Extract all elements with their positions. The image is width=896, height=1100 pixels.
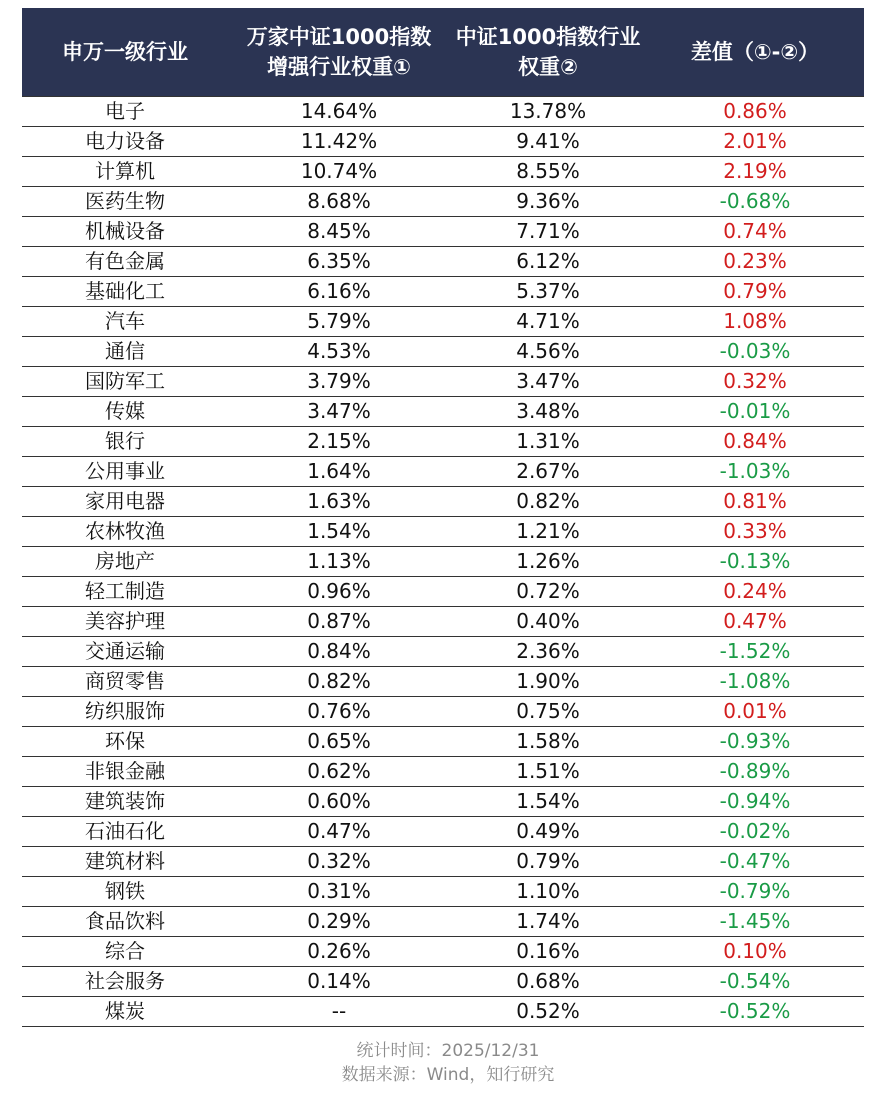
fund-weight-cell: 8.45% — [228, 217, 450, 247]
header-fund-weight — [228, 8, 450, 97]
fund-weight-cell: 0.31% — [228, 877, 450, 907]
industry-cell: 房地产 — [22, 547, 228, 577]
index-weight-cell: 0.40% — [450, 607, 646, 637]
header-industry — [22, 8, 228, 97]
index-weight-cell: 7.71% — [450, 217, 646, 247]
fund-weight-cell: 0.76% — [228, 697, 450, 727]
index-weight-cell: 3.47% — [450, 367, 646, 397]
table-row — [22, 217, 864, 247]
fund-weight-cell: 0.96% — [228, 577, 450, 607]
industry-cell: 钢铁 — [22, 877, 228, 907]
fund-weight-cell: 6.16% — [228, 277, 450, 307]
industry-cell: 纺织服饰 — [22, 697, 228, 727]
index-weight-cell: 1.54% — [450, 787, 646, 817]
table-row — [22, 487, 864, 517]
industry-cell: 医药生物 — [22, 187, 228, 217]
index-weight-cell: 8.55% — [450, 157, 646, 187]
difference-cell: 0.84% — [646, 427, 864, 457]
fund-weight-cell: 0.60% — [228, 787, 450, 817]
industry-cell: 商贸零售 — [22, 667, 228, 697]
industry-cell: 有色金属 — [22, 247, 228, 277]
fund-weight-cell: 0.47% — [228, 817, 450, 847]
fund-weight-cell: 1.13% — [228, 547, 450, 577]
index-weight-cell: 0.79% — [450, 847, 646, 877]
fund-weight-cell: 0.32% — [228, 847, 450, 877]
difference-cell: -0.89% — [646, 757, 864, 787]
industry-cell: 非银金融 — [22, 757, 228, 787]
difference-cell: 0.81% — [646, 487, 864, 517]
header-index-weight-line1: 中证1000指数行业 — [455, 25, 641, 49]
industry-cell: 计算机 — [22, 157, 228, 187]
table-header — [22, 8, 864, 97]
table-row — [22, 277, 864, 307]
industry-cell: 建筑装饰 — [22, 787, 228, 817]
industry-cell: 国防军工 — [22, 367, 228, 397]
difference-cell: 0.79% — [646, 277, 864, 307]
table-row — [22, 967, 864, 997]
fund-weight-cell: 2.15% — [228, 427, 450, 457]
difference-cell: -0.68% — [646, 187, 864, 217]
fund-weight-cell: 0.14% — [228, 967, 450, 997]
difference-cell: 1.08% — [646, 307, 864, 337]
difference-cell: 0.86% — [646, 97, 864, 127]
table-row — [22, 907, 864, 937]
difference-cell: -0.47% — [646, 847, 864, 877]
table-row — [22, 517, 864, 547]
difference-cell: -0.02% — [646, 817, 864, 847]
table-row — [22, 247, 864, 277]
footer-stat-time: 统计时间：2025/12/31 — [356, 1041, 540, 1061]
index-weight-cell: 2.36% — [450, 637, 646, 667]
industry-weights-table — [22, 8, 864, 1027]
table-body — [22, 97, 864, 1027]
table-row — [22, 127, 864, 157]
difference-cell: -0.52% — [646, 997, 864, 1027]
index-weight-cell: 1.51% — [450, 757, 646, 787]
header-fund-weight-line2: 增强行业权重① — [267, 55, 411, 79]
table-row — [22, 307, 864, 337]
difference-cell: 0.01% — [646, 697, 864, 727]
industry-cell: 通信 — [22, 337, 228, 367]
table-row — [22, 157, 864, 187]
industry-cell: 机械设备 — [22, 217, 228, 247]
table-row — [22, 457, 864, 487]
index-weight-cell: 0.72% — [450, 577, 646, 607]
header-row — [22, 8, 864, 97]
index-weight-cell: 3.48% — [450, 397, 646, 427]
header-fund-weight-line1: 万家中证1000指数 — [246, 25, 432, 49]
difference-cell: -0.54% — [646, 967, 864, 997]
table-row — [22, 427, 864, 457]
table-row — [22, 847, 864, 877]
index-weight-cell: 2.67% — [450, 457, 646, 487]
industry-cell: 公用事业 — [22, 457, 228, 487]
difference-cell: -1.03% — [646, 457, 864, 487]
table-row — [22, 727, 864, 757]
index-weight-cell: 13.78% — [450, 97, 646, 127]
table-row — [22, 757, 864, 787]
index-weight-cell: 9.41% — [450, 127, 646, 157]
table-row — [22, 187, 864, 217]
index-weight-cell: 9.36% — [450, 187, 646, 217]
industry-cell: 银行 — [22, 427, 228, 457]
table-row — [22, 697, 864, 727]
difference-cell: -0.01% — [646, 397, 864, 427]
fund-weight-cell: 1.63% — [228, 487, 450, 517]
index-weight-cell: 0.68% — [450, 967, 646, 997]
fund-weight-cell: 0.62% — [228, 757, 450, 787]
index-weight-cell: 5.37% — [450, 277, 646, 307]
header-index-weight — [450, 8, 646, 97]
table-row — [22, 607, 864, 637]
fund-weight-cell: 14.64% — [228, 97, 450, 127]
index-weight-cell: 4.71% — [450, 307, 646, 337]
industry-cell: 美容护理 — [22, 607, 228, 637]
fund-weight-cell: 6.35% — [228, 247, 450, 277]
table-row — [22, 637, 864, 667]
industry-cell: 食品饮料 — [22, 907, 228, 937]
table-row — [22, 577, 864, 607]
table-row — [22, 667, 864, 697]
fund-weight-cell: -- — [228, 997, 450, 1027]
industry-cell: 电力设备 — [22, 127, 228, 157]
index-weight-cell: 1.21% — [450, 517, 646, 547]
difference-cell: -0.94% — [646, 787, 864, 817]
fund-weight-cell: 0.82% — [228, 667, 450, 697]
industry-cell: 汽车 — [22, 307, 228, 337]
industry-cell: 传媒 — [22, 397, 228, 427]
fund-weight-cell: 10.74% — [228, 157, 450, 187]
footer-source: 数据来源：Wind，知行研究 — [341, 1065, 555, 1085]
industry-cell: 石油石化 — [22, 817, 228, 847]
industry-cell: 基础化工 — [22, 277, 228, 307]
difference-cell: 0.24% — [646, 577, 864, 607]
difference-cell: 0.47% — [646, 607, 864, 637]
difference-cell: 0.23% — [646, 247, 864, 277]
fund-weight-cell: 0.65% — [228, 727, 450, 757]
table-row — [22, 337, 864, 367]
index-weight-cell: 1.90% — [450, 667, 646, 697]
fund-weight-cell: 0.84% — [228, 637, 450, 667]
industry-cell: 综合 — [22, 937, 228, 967]
header-difference — [646, 8, 864, 97]
industry-cell: 家用电器 — [22, 487, 228, 517]
table-row — [22, 817, 864, 847]
difference-cell: 2.01% — [646, 127, 864, 157]
fund-weight-cell: 0.26% — [228, 937, 450, 967]
industry-cell: 环保 — [22, 727, 228, 757]
fund-weight-cell: 0.87% — [228, 607, 450, 637]
header-index-weight-line2: 权重② — [518, 55, 578, 79]
table-row — [22, 547, 864, 577]
industry-cell: 轻工制造 — [22, 577, 228, 607]
difference-cell: -0.13% — [646, 547, 864, 577]
index-weight-cell: 6.12% — [450, 247, 646, 277]
header-industry-label: 申万一级行业 — [62, 40, 188, 64]
difference-cell: 0.32% — [646, 367, 864, 397]
index-weight-cell: 0.49% — [450, 817, 646, 847]
index-weight-cell: 0.52% — [450, 997, 646, 1027]
weights-table-container — [22, 8, 864, 1027]
difference-cell: -0.93% — [646, 727, 864, 757]
industry-cell: 农林牧渔 — [22, 517, 228, 547]
table-row — [22, 367, 864, 397]
industry-cell: 社会服务 — [22, 967, 228, 997]
fund-weight-cell: 0.29% — [228, 907, 450, 937]
index-weight-cell: 0.75% — [450, 697, 646, 727]
table-row — [22, 937, 864, 967]
table-row — [22, 787, 864, 817]
difference-cell: -1.08% — [646, 667, 864, 697]
index-weight-cell: 4.56% — [450, 337, 646, 367]
index-weight-cell: 1.31% — [450, 427, 646, 457]
industry-cell: 交通运输 — [22, 637, 228, 667]
fund-weight-cell: 5.79% — [228, 307, 450, 337]
index-weight-cell: 1.10% — [450, 877, 646, 907]
index-weight-cell: 1.58% — [450, 727, 646, 757]
fund-weight-cell: 1.64% — [228, 457, 450, 487]
difference-cell: 0.33% — [646, 517, 864, 547]
index-weight-cell: 1.74% — [450, 907, 646, 937]
fund-weight-cell: 1.54% — [228, 517, 450, 547]
difference-cell: 0.10% — [646, 937, 864, 967]
industry-cell: 煤炭 — [22, 997, 228, 1027]
table-row — [22, 997, 864, 1027]
index-weight-cell: 0.82% — [450, 487, 646, 517]
industry-cell: 电子 — [22, 97, 228, 127]
index-weight-cell: 1.26% — [450, 547, 646, 577]
difference-cell: -0.03% — [646, 337, 864, 367]
table-row — [22, 397, 864, 427]
difference-cell: -0.79% — [646, 877, 864, 907]
header-difference-label: 差值（①-②） — [690, 40, 820, 64]
fund-weight-cell: 3.79% — [228, 367, 450, 397]
index-weight-cell: 0.16% — [450, 937, 646, 967]
difference-cell: 2.19% — [646, 157, 864, 187]
table-row — [22, 97, 864, 127]
difference-cell: 0.74% — [646, 217, 864, 247]
difference-cell: -1.52% — [646, 637, 864, 667]
fund-weight-cell: 3.47% — [228, 397, 450, 427]
table-row — [22, 877, 864, 907]
fund-weight-cell: 4.53% — [228, 337, 450, 367]
difference-cell: -1.45% — [646, 907, 864, 937]
fund-weight-cell: 8.68% — [228, 187, 450, 217]
fund-weight-cell: 11.42% — [228, 127, 450, 157]
industry-cell: 建筑材料 — [22, 847, 228, 877]
